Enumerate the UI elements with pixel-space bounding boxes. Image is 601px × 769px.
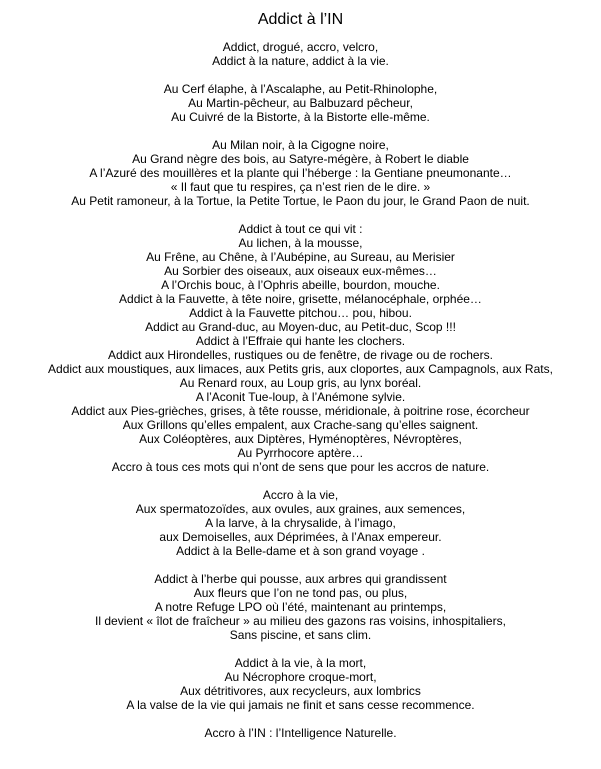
poem-line: A l’Aconit Tue-loup, à l’Anémone sylvie.	[195, 390, 406, 404]
poem-line: Addict au Grand-duc, au Moyen-duc, au Petit-duc, Scop !!!	[145, 320, 456, 334]
poem-stanza	[0, 138, 601, 208]
poem-line: A l’Orchis bouc, à l’Ophris abeille, bourdon, mouche.	[161, 278, 440, 292]
poem-line: Au lichen, à la mousse,	[238, 236, 363, 250]
poem-line: « Il faut que tu respires, ça n’est rien de le dire. »	[170, 180, 431, 194]
poem-line: Sans piscine, et sans clim.	[229, 628, 372, 642]
poem-stanza	[0, 572, 601, 642]
poem-line: Accro à l’IN : l’Intelligence Naturelle.	[204, 726, 397, 740]
poem-stanza	[0, 82, 601, 124]
poem-line: Addict, drogué, accro, velcro,	[222, 40, 379, 54]
poem-line: aux Demoiselles, aux Déprimées, à l’Anax empereur.	[159, 530, 442, 544]
poem-line: Au Pyrrhocore aptère…	[237, 446, 364, 460]
poem-line: Addict à la Fauvette, à tête noire, grisette, mélanocéphale, orphée…	[119, 292, 482, 306]
poem-line: Au Milan noir, à la Cigogne noire,	[212, 138, 389, 152]
poem-line: Addict à l’herbe qui pousse, aux arbres qui grandissent	[154, 572, 447, 586]
poem-line: Accro à tous ces mots qui n’ont de sens que pour les accros de nature.	[111, 460, 490, 474]
poem-body	[0, 40, 601, 740]
poem-line: Addict à tout ce qui vit :	[238, 222, 363, 236]
poem-line: Aux Grillons qu’elles empalent, aux Crache-sang qu’elles saignent.	[122, 418, 479, 432]
poem-stanza	[0, 656, 601, 712]
poem-line: Aux fleurs que l’on ne tond pas, ou plus,	[193, 586, 408, 600]
poem-line: Au Sorbier des oiseaux, aux oiseaux eux-mêmes…	[164, 264, 437, 278]
poem-line: Au Cerf élaphe, à l’Ascalaphe, au Petit-Rhinolophe,	[163, 82, 438, 96]
poem-line: A l’Azuré des mouillères et la plante qui l’héberge : la Gentiane pneumonante…	[89, 166, 512, 180]
poem-line: Aux détritivores, aux recycleurs, aux lombrics	[180, 684, 421, 698]
poem-line: Au Martin-pêcheur, au Balbuzard pêcheur,	[188, 96, 413, 110]
poem-line: Au Cuivré de la Bistorte, à la Bistorte elle-même.	[171, 110, 430, 124]
poem-line: Addict à la nature, addict à la vie.	[212, 54, 389, 68]
poem-stanza	[0, 222, 601, 474]
poem-line: Au Grand nègre des bois, au Satyre-mégère, à Robert le diable	[132, 152, 469, 166]
poem-stanza	[0, 40, 601, 68]
poem-line: Au Petit ramoneur, à la Tortue, la Petite Tortue, le Paon du jour, le Grand Paon de nuit.	[71, 194, 530, 208]
poem-line: Aux Coléoptères, aux Diptères, Hyménoptères, Névroptères,	[139, 432, 462, 446]
poem-line: A la valse de la vie qui jamais ne finit et sans cesse recommence.	[126, 698, 475, 712]
poem-stanza	[0, 488, 601, 558]
poem-line: Au Renard roux, au Loup gris, au lynx boréal.	[179, 376, 422, 390]
poem-line: Addict à la vie, à la mort,	[234, 656, 367, 670]
poem-stanza	[0, 726, 601, 740]
poem-line: Addict à la Belle-dame et à son grand voyage .	[176, 544, 425, 558]
poem-line: Accro à la vie,	[262, 488, 339, 502]
poem-line: A la larve, à la chrysalide, à l’imago,	[205, 516, 396, 530]
poem-title: Addict à l’IN	[257, 11, 344, 28]
poem-line: Addict aux Pies-grièches, grises, à tête rousse, méridionale, à poitrine rose, écorcheur	[71, 404, 530, 418]
poem-line: Au Frêne, au Chêne, à l’Aubépine, au Sureau, au Merisier	[146, 250, 455, 264]
poem-line: Addict à l’Effraie qui hante les clochers.	[195, 334, 406, 348]
poem-line: A notre Refuge LPO où l’été, maintenant au printemps,	[154, 600, 447, 614]
poem-line: Addict aux moustiques, aux limaces, aux Petits gris, aux cloportes, aux Campagnols, aux Rats,	[48, 362, 553, 376]
poem-line: Au Nécrophore croque-mort,	[224, 670, 377, 684]
poem-line: Addict à la Fauvette pitchou… pou, hibou.	[189, 306, 412, 320]
poem-line: Aux spermatozoïdes, aux ovules, aux graines, aux semences,	[135, 502, 466, 516]
poem-line: Il devient « îlot de fraîcheur » au milieu des gazons ras voisins, inhospitaliers,	[95, 614, 506, 628]
poem-line: Addict aux Hirondelles, rustiques ou de fenêtre, de rivage ou de rochers.	[108, 348, 493, 362]
